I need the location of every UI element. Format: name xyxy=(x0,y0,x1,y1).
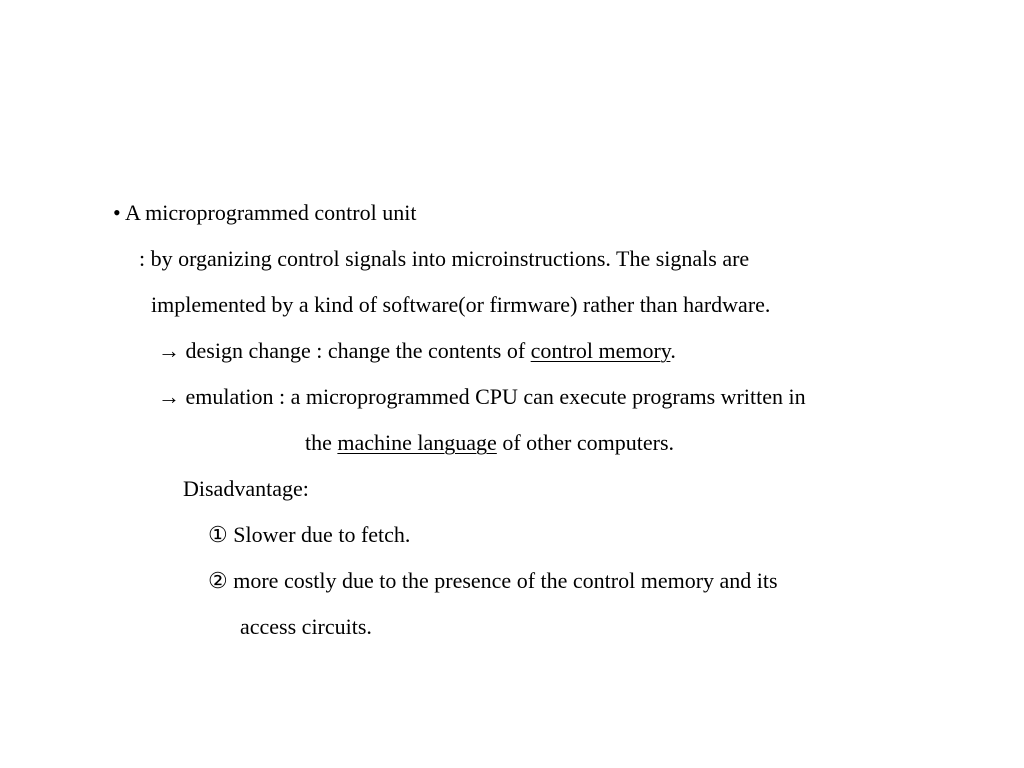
item-marker-2: ② xyxy=(208,568,228,593)
item-text-2: more costly due to the presence of the control memory and its xyxy=(233,568,778,593)
disadvantage-title: Disadvantage: xyxy=(183,476,309,501)
heading-text: A microprogrammed control unit xyxy=(125,200,417,225)
control-memory-term: control memory xyxy=(530,338,671,363)
definition-line-1: : by organizing control signals into microinstructions. The signals are xyxy=(139,246,750,271)
design-change-prefix: → design change : change the contents of xyxy=(158,338,531,363)
emulation-suffix: of other computers. xyxy=(496,430,674,455)
emulation-prefix: the xyxy=(305,430,338,455)
disadvantage-item-1 xyxy=(208,522,410,548)
heading-line xyxy=(113,200,416,226)
item-text-1: Slower due to fetch. xyxy=(233,522,411,547)
emulation-line-1: → emulation : a microprogrammed CPU can execute programs written in xyxy=(158,384,806,409)
design-change-suffix: . xyxy=(670,338,676,363)
disadvantage-item-2 xyxy=(208,568,778,594)
disadvantage-item-2-continuation: access circuits. xyxy=(240,614,372,639)
item-marker-1: ① xyxy=(208,522,228,547)
machine-language-term: machine language xyxy=(337,430,497,455)
bullet-marker: • xyxy=(113,200,121,225)
design-change-line xyxy=(158,338,676,364)
emulation-line-2 xyxy=(305,430,674,456)
definition-line-2: implemented by a kind of software(or firmware) rather than hardware. xyxy=(151,292,771,317)
